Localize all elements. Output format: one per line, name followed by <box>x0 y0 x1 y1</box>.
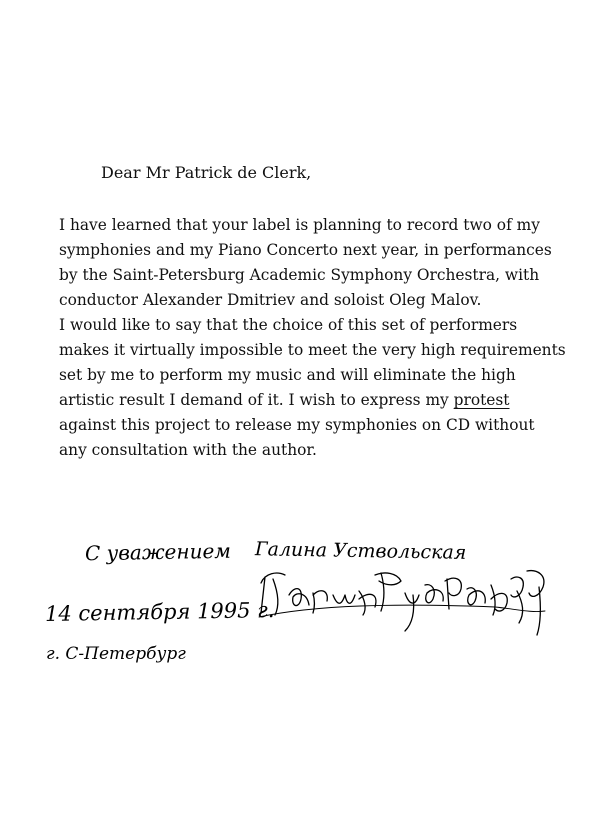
signature <box>255 565 550 640</box>
letter-body <box>59 213 566 463</box>
body-line: symphonies and my Piano Concerto next year, in performances <box>59 241 552 259</box>
body-line-text: artistic result I demand of it. I wish to express my <box>59 391 454 409</box>
handwritten-place: г. С-Петербург <box>46 644 186 664</box>
salutation: Dear Mr Patrick de Clerk, <box>101 163 312 182</box>
handwritten-date: 14 сентября 1995 г. <box>44 597 275 627</box>
body-line: any consultation with the author. <box>59 441 317 459</box>
body-line: I would like to say that the choice of this set of performers <box>59 316 518 334</box>
body-line <box>59 388 559 413</box>
body-line: set by me to perform my music and will eliminate the high <box>59 366 516 384</box>
body-line: conductor Alexander Dmitriev and soloist Oleg Malov. <box>59 291 482 309</box>
body-line: makes it virtually impossible to meet the very high requirements <box>59 341 566 359</box>
handwritten-name: Галина Уствольская <box>254 538 467 564</box>
underlined-word: protest <box>453 391 510 409</box>
body-line: by the Saint-Petersburg Academic Symphony Orchestra, with <box>59 266 540 284</box>
body-line: I have learned that your label is planning to record two of my <box>59 216 540 234</box>
body-line: against this project to release my symphonies on CD without <box>59 416 535 434</box>
handwritten-closing: С уважением <box>84 538 232 566</box>
